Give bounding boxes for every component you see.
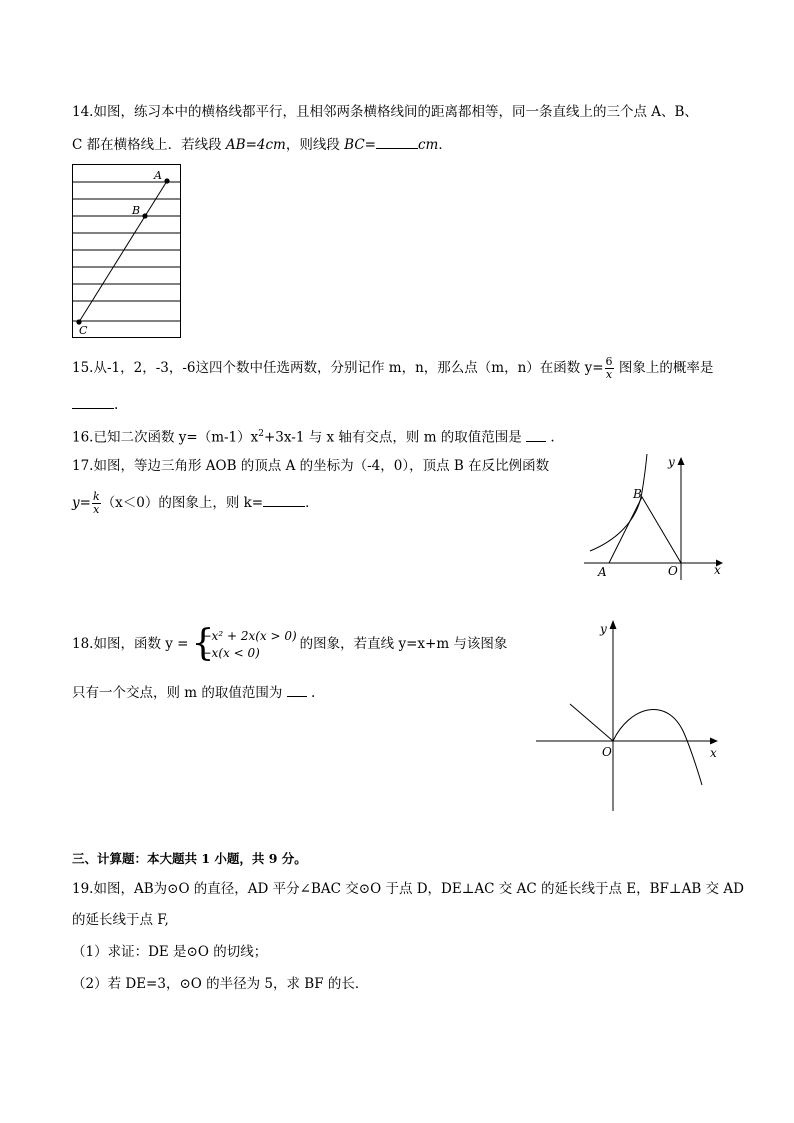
q17-label-o: O [668, 564, 678, 578]
q15-line2: . [72, 394, 118, 415]
q14-label-b: B [132, 204, 141, 217]
q18-label-y: y [600, 622, 607, 636]
q14-answer-blank[interactable] [376, 134, 418, 149]
q17-label-y: y [668, 455, 675, 469]
q14-line2: C 都在横格线上．若线段 AB=4cm，则线段 BC= cm． [72, 134, 452, 155]
q17-figure [582, 452, 730, 582]
q18-label-o: O [602, 745, 612, 759]
q18-left-ray [570, 704, 613, 741]
q18-line2: 只有一个交点，则 m 的取值范围为 . [72, 682, 315, 703]
q18-parabola [613, 709, 702, 785]
q18-answer-blank[interactable] [287, 682, 307, 697]
q17-line1: 17.如图，等边三角形 AOB 的顶点 A 的坐标为（-4，0），顶点 B 在反比例函数 [72, 458, 550, 474]
q19-line2: 的延长线于点 F, [72, 912, 169, 928]
q15-line1: 15.从-1，2，-3，-6这四个数中任选两数，分别记作 m，n，那么点（m，n）在函数 y= $\frac{6}{x}$ 图象上的概率是 [72, 355, 714, 381]
q18-figure [534, 615, 734, 813]
q14-point-b [142, 213, 147, 218]
q16-answer-blank[interactable] [526, 427, 546, 442]
q14-point-a [164, 178, 169, 183]
q19-line1: 19.如图，AB为⊙O 的直径，AD 平分∠BAC 交⊙O 于点 D，DE⊥AC 交 AC 的延长线于点 E，BF⊥AB 交 AD [72, 881, 744, 897]
q17-fraction: $\frac{k}{x}$ [92, 490, 100, 516]
q14-label-a: A [154, 169, 162, 182]
q14-line1: 14.如图，练习本中的横格线都平行，且相邻两条横格线间的距离都相等，同一条直线上的三个点 A、B、 [72, 104, 698, 120]
q17-line2: y= $\frac{k}{x}$ （x＜0）的图象上，则 k= ． [72, 490, 319, 516]
q17-triangle-aob [609, 497, 681, 563]
q18-piecewise: { −x² + 2x(x > 0) −x(x < 0) [191, 622, 297, 664]
q18-line1: 18.如图，函数 y = { −x² + 2x(x > 0) −x(x < 0) 的图象，若直线 y=x+m 与该图象 [72, 622, 508, 664]
q17-hyperbola [590, 454, 647, 551]
q16-line: 16.已知二次函数 $y=(m-1)x^2+3x-1$ 与 x 轴有交点，则 m 的取值范围是 . [72, 424, 555, 448]
q17-label-x: x [714, 563, 721, 577]
q17-label-a: A [598, 565, 607, 579]
q15-fraction: $\frac{6}{x}$ [605, 355, 613, 381]
q15-answer-blank[interactable] [72, 394, 114, 409]
q18-label-x: x [710, 746, 717, 760]
q17-label-b: B [633, 487, 642, 501]
q17-answer-blank[interactable] [263, 492, 305, 507]
q14-figure [70, 162, 184, 342]
q19-part2: （2）若 DE=3，⊙O 的半径为 5，求 BF 的长． [72, 976, 369, 992]
q14-label-c: C [79, 324, 88, 337]
section3-title: 三、计算题：本大题共 1 小题，共 9 分。 [72, 851, 307, 866]
q19-part1: （1）求证：DE 是⊙O 的切线； [72, 944, 268, 960]
